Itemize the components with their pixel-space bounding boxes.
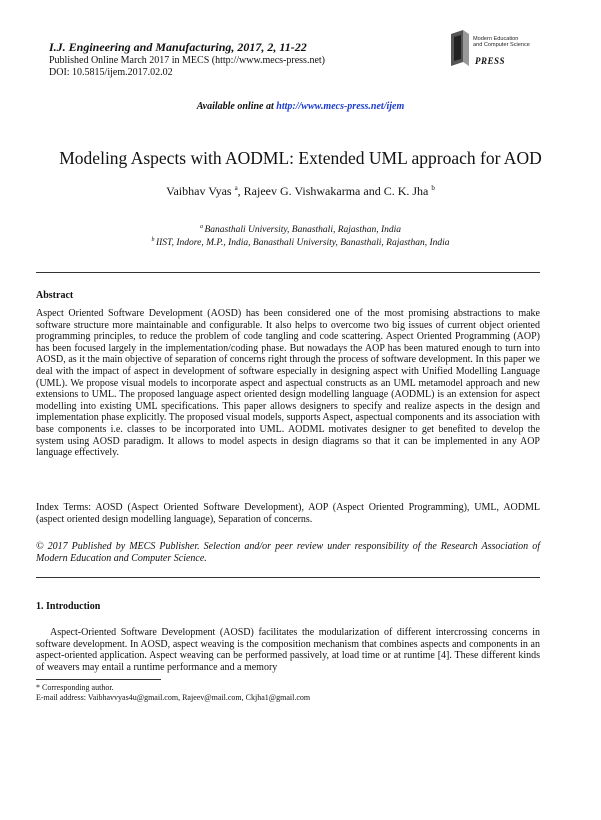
journal-link[interactable]: http://www.mecs-press.net/ijem [276,101,405,112]
author-1: Vaibhav Vyas [166,184,235,198]
copyright-notice: © 2017 Published by MECS Publisher. Selection and/or peer review under responsibility of the Research Association of Modern Education and Computer Science. [36,541,540,564]
email-addresses: E-mail address: Vaibhavvyas4u@gmail.com, Rajeev@mail.com, Ckjha1@gmail.com [36,693,311,702]
corresponding-author: * Corresponding author. [36,683,114,692]
available-online [0,101,601,112]
author-2-3: , Rajeev G. Vishwakarma and C. K. Jha [237,184,432,198]
available-prefix: Available online at [196,101,277,112]
author-2-mark: b [431,184,435,192]
doi: DOI: 10.5815/ijem.2017.02.02 [49,67,173,78]
paper-title: Modeling Aspects with AODML: Extended UML approach for AOD [59,148,542,168]
affiliation-b: $^b$ IIST, Indore, M.P., India, Banasthali University, Banasthali, Rajasthan, India [151,237,450,249]
footnote-rule [36,679,161,680]
introduction-text: Aspect-Oriented Software Development (AOSD) facilitates the modularization of different intercrossing concerns in software development. In AOSD, aspect weaving is the composition mechanism that combines aspects and components in an aspect-oriented application. Aspect weaving can be performed passively, at load time or at runtime [4]. These different kinds of weavers may entail a runtime performance and a memory [36,627,540,673]
logo-line-2: and Computer Science [473,42,530,49]
publisher-logo [449,28,561,76]
introduction-heading: 1. Introduction [36,601,101,612]
journal-title: I.J. Engineering and Manufacturing, 2017, 2, 11-22 [49,40,307,54]
affiliation-a: $^a$ Banasthali University, Banasthali, Rajasthan, India [199,224,402,236]
authors [0,184,601,199]
book-icon [449,28,471,68]
author-1-mark: a [234,184,238,192]
divider [36,577,540,578]
logo-press: PRESS [475,56,506,66]
abstract-heading: Abstract [36,290,74,301]
index-terms: Index Terms: AOSD (Aspect Oriented Software Development), AOP (Aspect Oriented Programming), UML, AODML (aspect oriented design modelling language), Separation of concerns. [36,502,540,525]
logo-line-1: Modern Education [473,36,519,42]
divider [36,272,540,273]
abstract-text: Aspect Oriented Software Development (AOSD) has been considered one of the most promising abstractions to make software structure more maintainable and configurable. It also helps to overcome two big issues of current object oriented programming principles, to reduce the problem of code tangling and code scattering. Aspect Oriented Programming (AOP) has been focused largely in the implementation/coding phase. But nowadays the AOP has been matured enough to turn into AOSD, as it the main objective of separation of concerns right through the process of software development. In this paper we deal with the impact of aspect in development of software especially in designing aspect with Unified Modelling Language (UML). We propose visual models to incorporate aspect and aspectual constructs as an UML metamodel approach and new extensions to UML. The proposed language aspect oriented design modelling language (AODML) is an extension for aspect modelling into existing UML specifications. This paper allows designers to specify and realize aspects in the design and implementation phase explicitly. The proposed visual models, supports Aspect, aspectual components and its association with base components i.e. classes to be incorporated into UML. AODML motivates designer to get benefited to develop the system using AOSD paradigm. It allows to model aspects in design diagrams so that it can be implemented in any AOP language effectively. [36,308,540,459]
publication-info: Published Online March 2017 in MECS (http://www.mecs-press.net) [49,55,325,66]
